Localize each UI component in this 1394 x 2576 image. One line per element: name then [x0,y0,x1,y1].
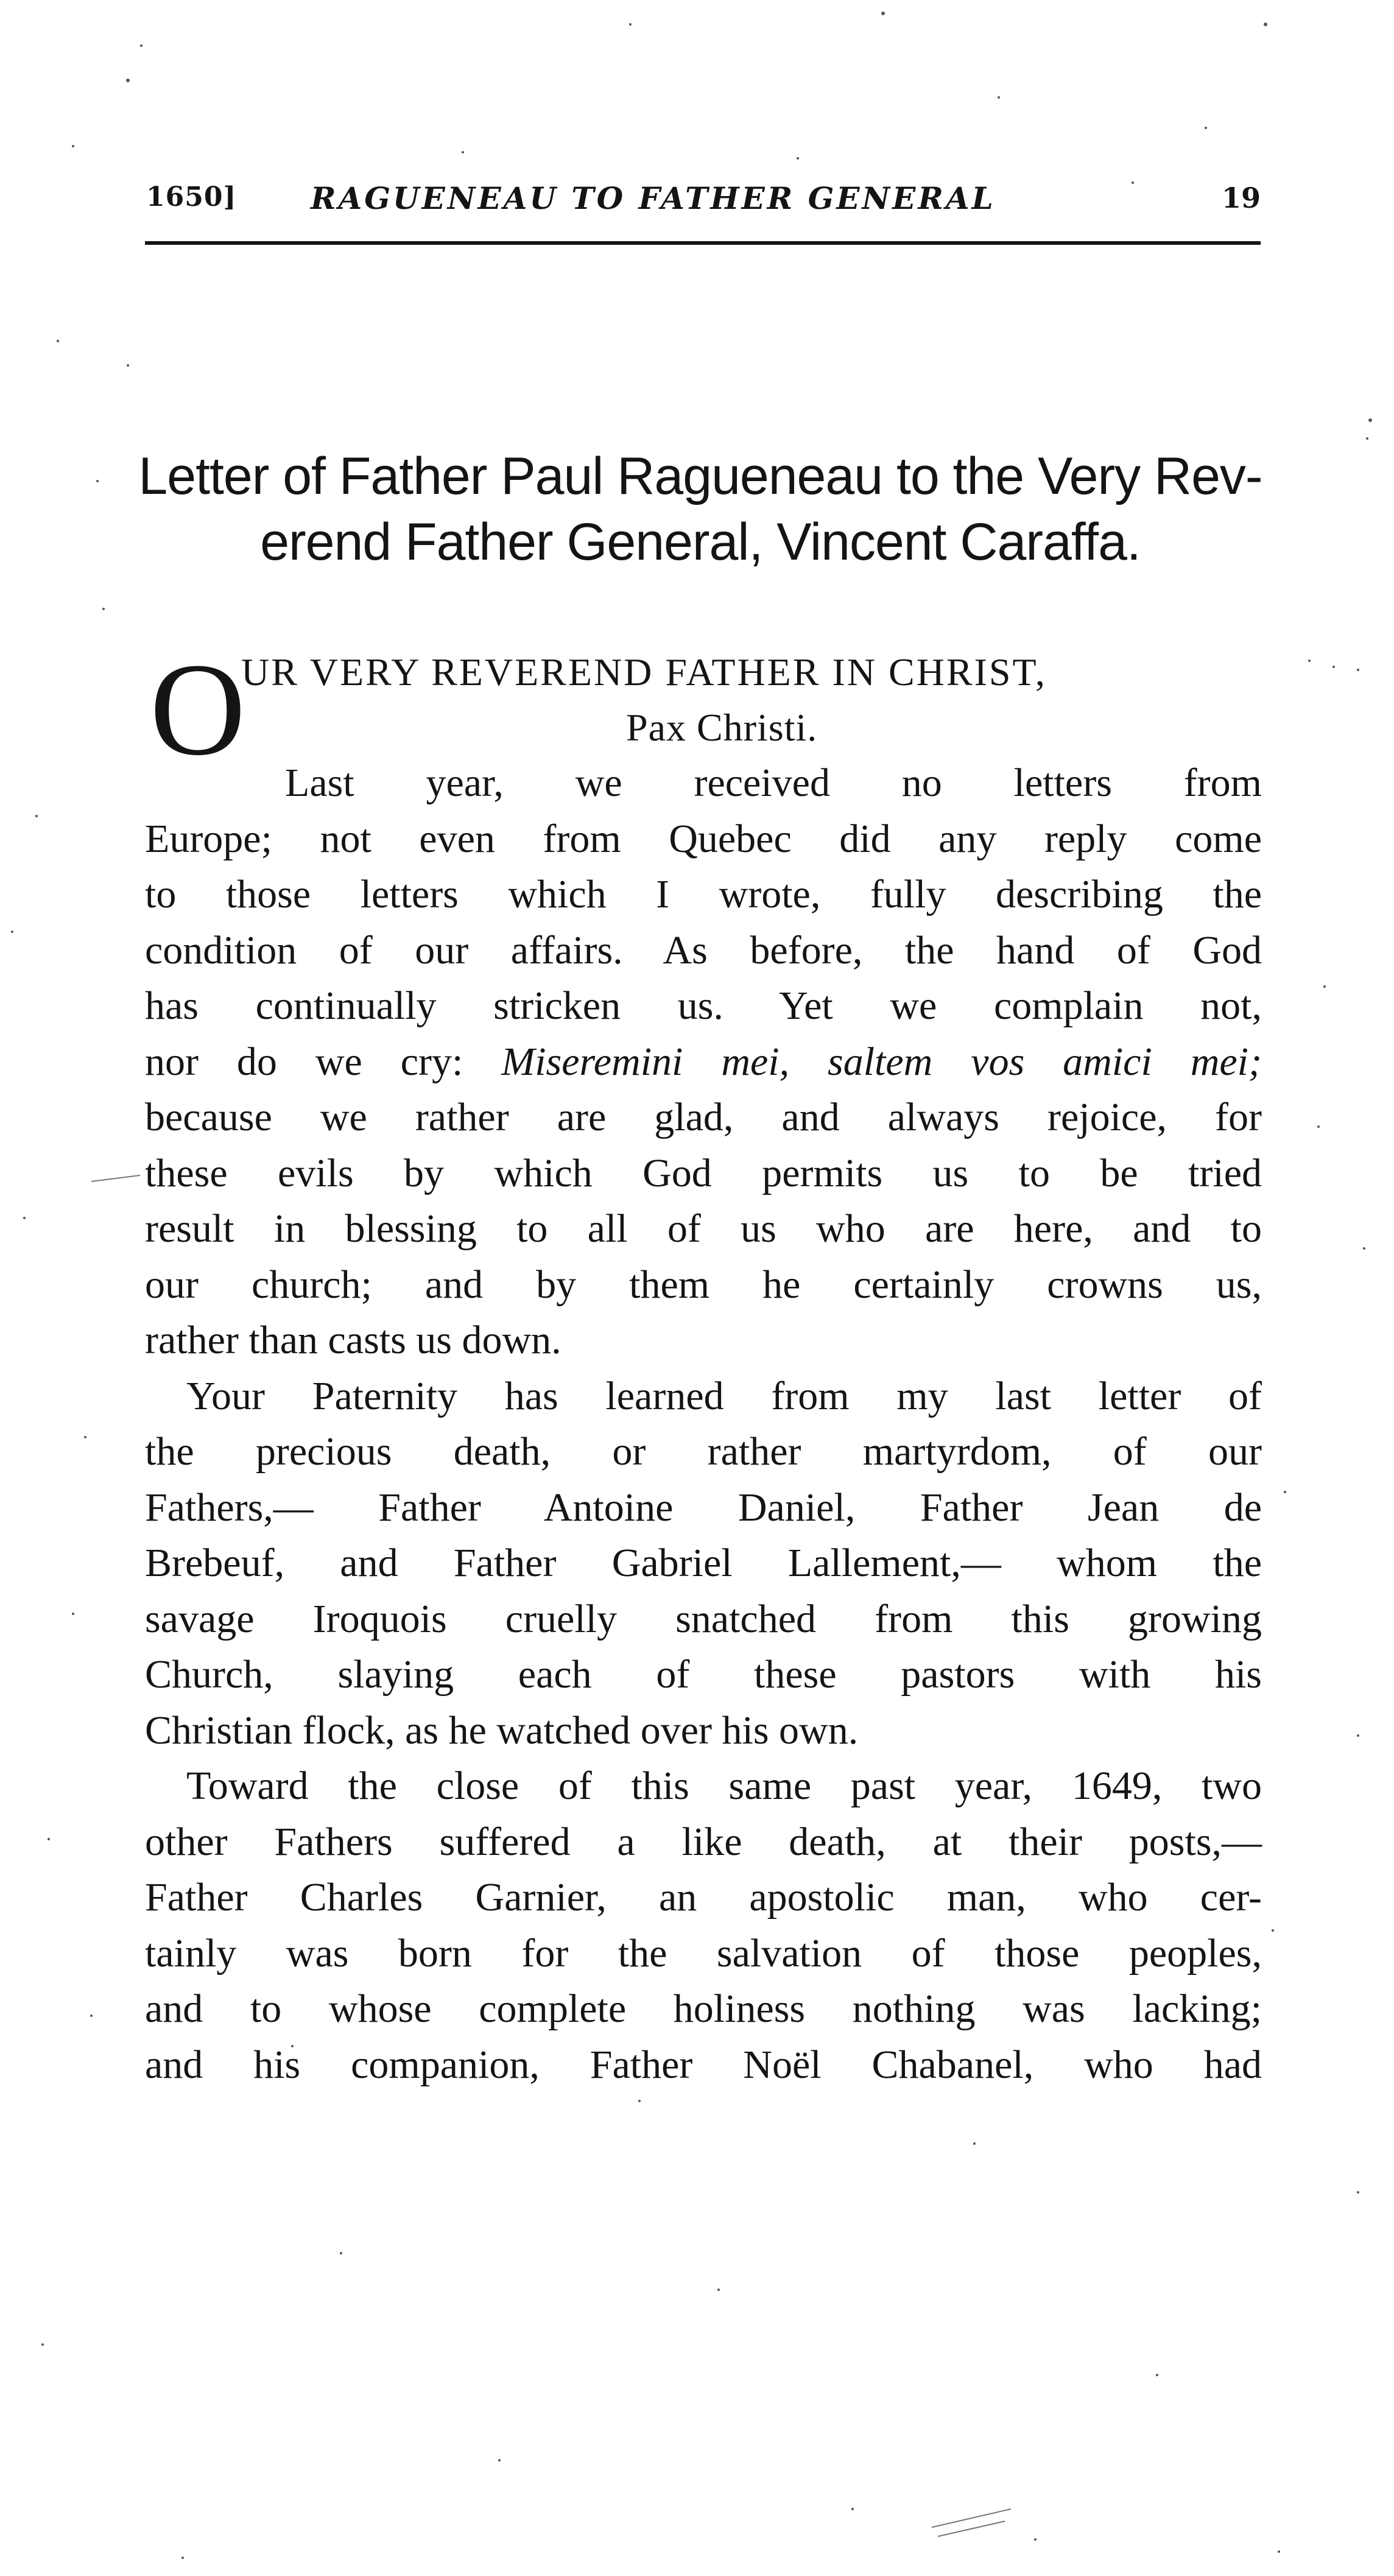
body-line: Brebeuf, and Father Gabriel Lallement,— whom the [145,1541,1262,1585]
body-line-with-quote [145,1034,1262,1090]
header-rule [145,241,1261,245]
running-head [146,178,1261,227]
body-line: Last year, we received no letters from [285,761,1262,805]
body-line: and his companion, Father Noël Chabanel, who had [145,2042,1262,2087]
salutation: UR VERY REVEREND FATHER IN CHRIST, [241,650,1047,694]
body-line: Fathers,— Father Antoine Daniel, Father Jean de [145,1485,1262,1530]
body-line: rather than casts us down. [145,1318,561,1362]
drop-cap: O [150,636,246,783]
body-line: Church, slaying each of these pastors with his [145,1652,1262,1697]
letter-title-line-2: erend Father General, Vincent Caraffa. [260,513,1141,571]
body-lines [145,755,1262,2092]
body-line: other Fathers suffered a like death, at their posts,— [145,1819,1262,1864]
body-line: Father Charles Garnier, an apostolic man, who cer- [145,1875,1262,1920]
body-line: savage Iroquois cruelly snatched from this growing [145,1596,1262,1641]
running-head-year: 1650] [146,181,237,213]
body-line: has continually stricken us. Yet we complain not, [145,984,1262,1028]
body-line: Your Paternity has learned from my last letter of [186,1373,1262,1418]
page-number: 19 [1221,181,1261,214]
letter-title [122,443,1279,575]
body-line: to those letters which I wrote, fully describing the [145,872,1262,917]
body-line: our church; and by them he certainly crowns us, [145,1262,1262,1307]
body-line: Toward the close of this same past year, 1649, two [186,1764,1262,1808]
body-line: Christian flock, as he watched over his own. [145,1708,859,1753]
body-line: these evils by which God permits us to be tried [145,1150,1262,1195]
body-line-part: nor do we cry: [145,1039,463,1084]
salutation-pax: Pax Christi. [626,706,818,749]
body-line: and to whose complete holiness nothing was lacking; [145,1987,1262,2031]
body-line: because we rather are glad, and always rejoice, for [145,1095,1262,1139]
running-head-title: RAGUENEAU TO FATHER GENERAL [311,180,996,216]
latin-quote: Miseremini mei, saltem vos amici mei; [501,1039,1262,1084]
body-line: result in blessing to all of us who are here, and to [145,1206,1262,1251]
body-line: the precious death, or rather martyrdom, of our [145,1429,1262,1474]
letter-title-line-1: Letter of Father Paul Ragueneau to the Very Rev- [138,447,1262,505]
body-line: tainly was born for the salvation of those peoples, [145,1930,1262,1976]
body-line: Europe; not even from Quebec did any reply come [145,816,1262,861]
body-line: condition of our affairs. As before, the hand of God [145,927,1262,973]
